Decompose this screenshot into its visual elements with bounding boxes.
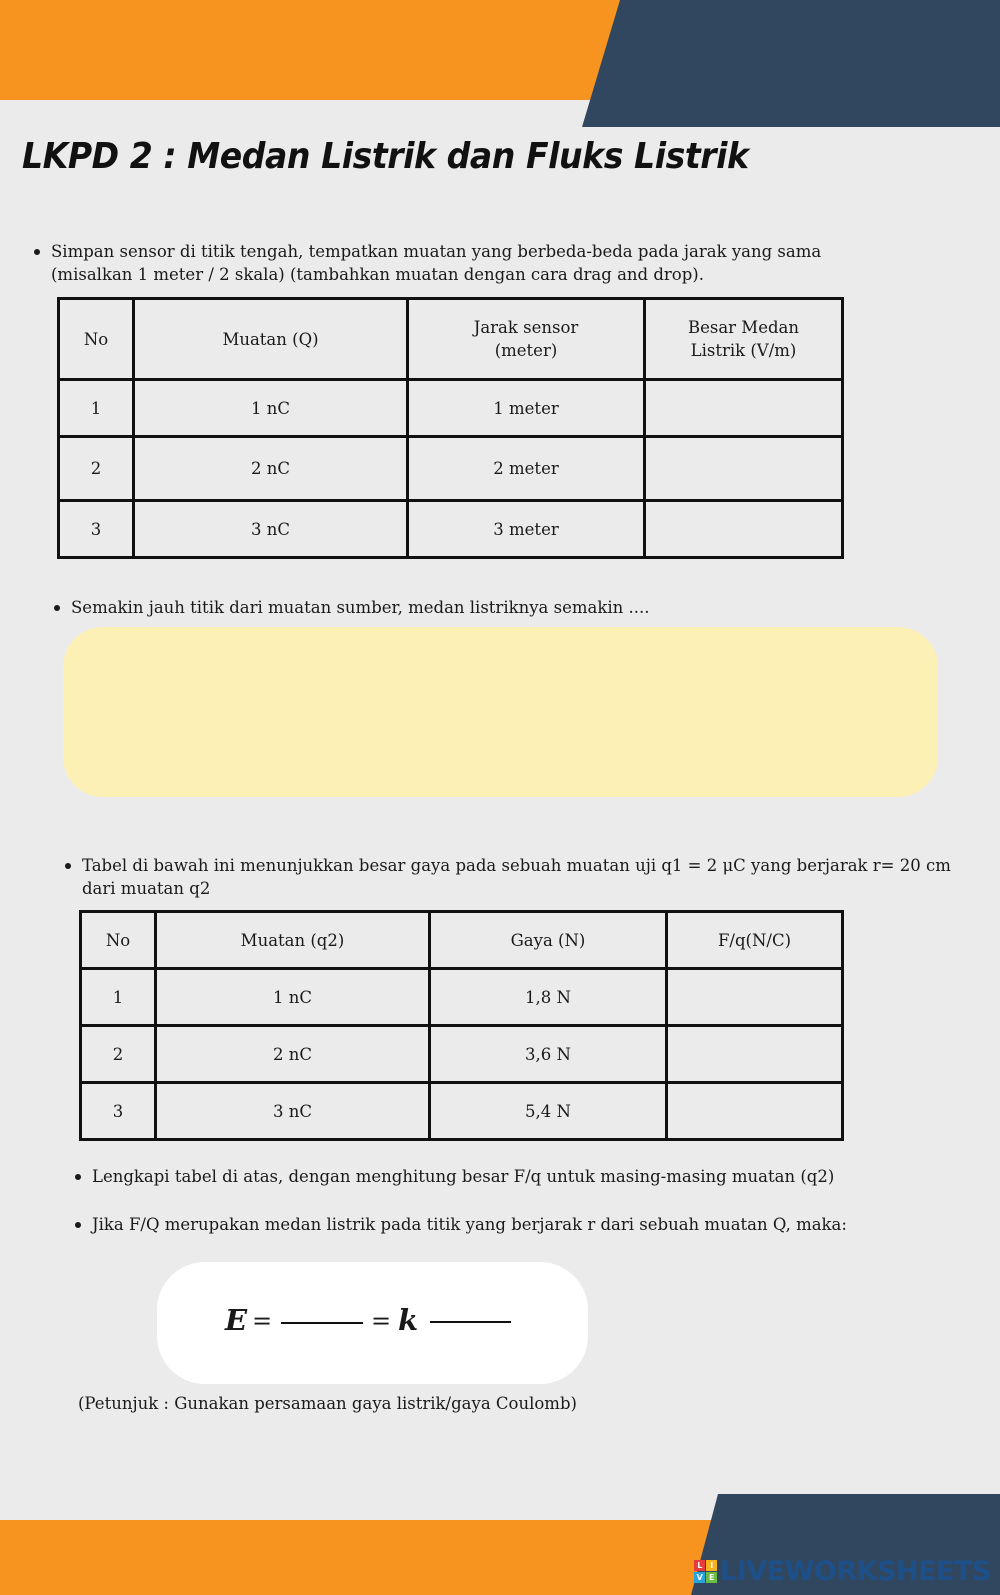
electric-field-table: [57, 297, 844, 559]
cell-gaya: 1,8 N: [430, 969, 667, 1026]
cell-muatan: 2 nC: [156, 1026, 430, 1083]
cell-no: 2: [81, 1026, 156, 1083]
table-header-row: [81, 912, 843, 969]
instruction-field-definition: Jika F/Q merupakan medan listrik pada titik yang berjarak r dari sebuah muatan Q, maka:: [92, 1215, 847, 1234]
cell-muatan: 3 nC: [134, 501, 408, 558]
page-title: LKPD 2 : Medan Listrik dan Fluks Listrik: [22, 136, 749, 177]
header-no: No: [59, 299, 134, 380]
instruction-force-table: [82, 854, 951, 900]
cell-besar-input[interactable]: [645, 437, 843, 501]
logo-mark-v: V: [694, 1572, 705, 1583]
cell-no: 2: [59, 437, 134, 501]
cell-gaya: 3,6 N: [430, 1026, 667, 1083]
cell-jarak: 3 meter: [408, 501, 645, 558]
logo-mark-e: E: [706, 1572, 717, 1583]
header-besar-medan: [645, 299, 843, 380]
table-row: [81, 1026, 843, 1083]
cell-besar-input[interactable]: [645, 501, 843, 558]
formula-equals-2: =: [371, 1307, 392, 1335]
instruction-force-line1: Tabel di bawah ini menunjukkan besar gaya pada sebuah muatan uji q1 = 2 μC yang berjarak r= 20 cm: [82, 856, 951, 875]
table-row: [59, 501, 843, 558]
cell-no: 3: [81, 1083, 156, 1140]
formula-blank-fraction-2[interactable]: [430, 1321, 511, 1323]
logo-mark-i: I: [706, 1560, 717, 1571]
header-jarak: [408, 299, 645, 380]
cell-besar-input[interactable]: [645, 380, 843, 437]
header-fq: F/q(N/C): [667, 912, 843, 969]
cell-muatan: 1 nC: [134, 380, 408, 437]
force-table: [79, 910, 844, 1141]
header-besar-line1: Besar Medan: [687, 318, 799, 337]
instruction-complete-table: Lengkapi tabel di atas, dengan menghitung besar F/q untuk masing-masing muatan (q2): [92, 1167, 835, 1186]
header-jarak-line1: Jarak sensor: [473, 318, 579, 337]
formula-equals-1: =: [252, 1307, 273, 1335]
cell-fq-input[interactable]: [667, 1083, 843, 1140]
instruction-sensor: [51, 240, 821, 286]
hint-text: (Petunjuk : Gunakan persamaan gaya listrik/gaya Coulomb): [78, 1394, 577, 1413]
formula-k: k: [398, 1303, 419, 1337]
header-gaya: Gaya (N): [430, 912, 667, 969]
cell-gaya: 5,4 N: [430, 1083, 667, 1140]
cell-muatan: 1 nC: [156, 969, 430, 1026]
question-distance: Semakin jauh titik dari muatan sumber, medan listriknya semakin ....: [71, 598, 650, 617]
cell-jarak: 1 meter: [408, 380, 645, 437]
cell-no: 1: [81, 969, 156, 1026]
instruction-sensor-line1: Simpan sensor di titik tengah, tempatkan muatan yang berbeda-beda pada jarak yang sama: [51, 242, 822, 261]
table-row: [81, 969, 843, 1026]
instruction-force-line2: dari muatan q2: [82, 879, 211, 898]
table-header-row: [59, 299, 843, 380]
table-row: [59, 380, 843, 437]
liveworksheets-logo: [694, 1556, 991, 1587]
answer-input-box[interactable]: [63, 627, 938, 797]
cell-no: 3: [59, 501, 134, 558]
formula-e: E: [225, 1303, 248, 1337]
cell-fq-input[interactable]: [667, 1026, 843, 1083]
table-row: [59, 437, 843, 501]
logo-mark-icon: [694, 1560, 717, 1583]
header-no: No: [81, 912, 156, 969]
cell-muatan: 2 nC: [134, 437, 408, 501]
top-navy-shape: [0, 0, 1000, 127]
header-muatan: Muatan (q2): [156, 912, 430, 969]
header-muatan: Muatan (Q): [134, 299, 408, 380]
cell-jarak: 2 meter: [408, 437, 645, 501]
formula-blank-fraction-1[interactable]: [281, 1322, 363, 1324]
instruction-sensor-line2: (misalkan 1 meter / 2 skala) (tambahkan muatan dengan cara drag and drop).: [51, 265, 704, 284]
cell-fq-input[interactable]: [667, 969, 843, 1026]
header-besar-line2: Listrik (V/m): [690, 341, 797, 360]
cell-no: 1: [59, 380, 134, 437]
cell-muatan: 3 nC: [156, 1083, 430, 1140]
table-row: [81, 1083, 843, 1140]
logo-text: LIVEWORKSHEETS: [720, 1556, 991, 1587]
header-jarak-line2: (meter): [494, 341, 558, 360]
logo-mark-l: L: [694, 1560, 705, 1571]
